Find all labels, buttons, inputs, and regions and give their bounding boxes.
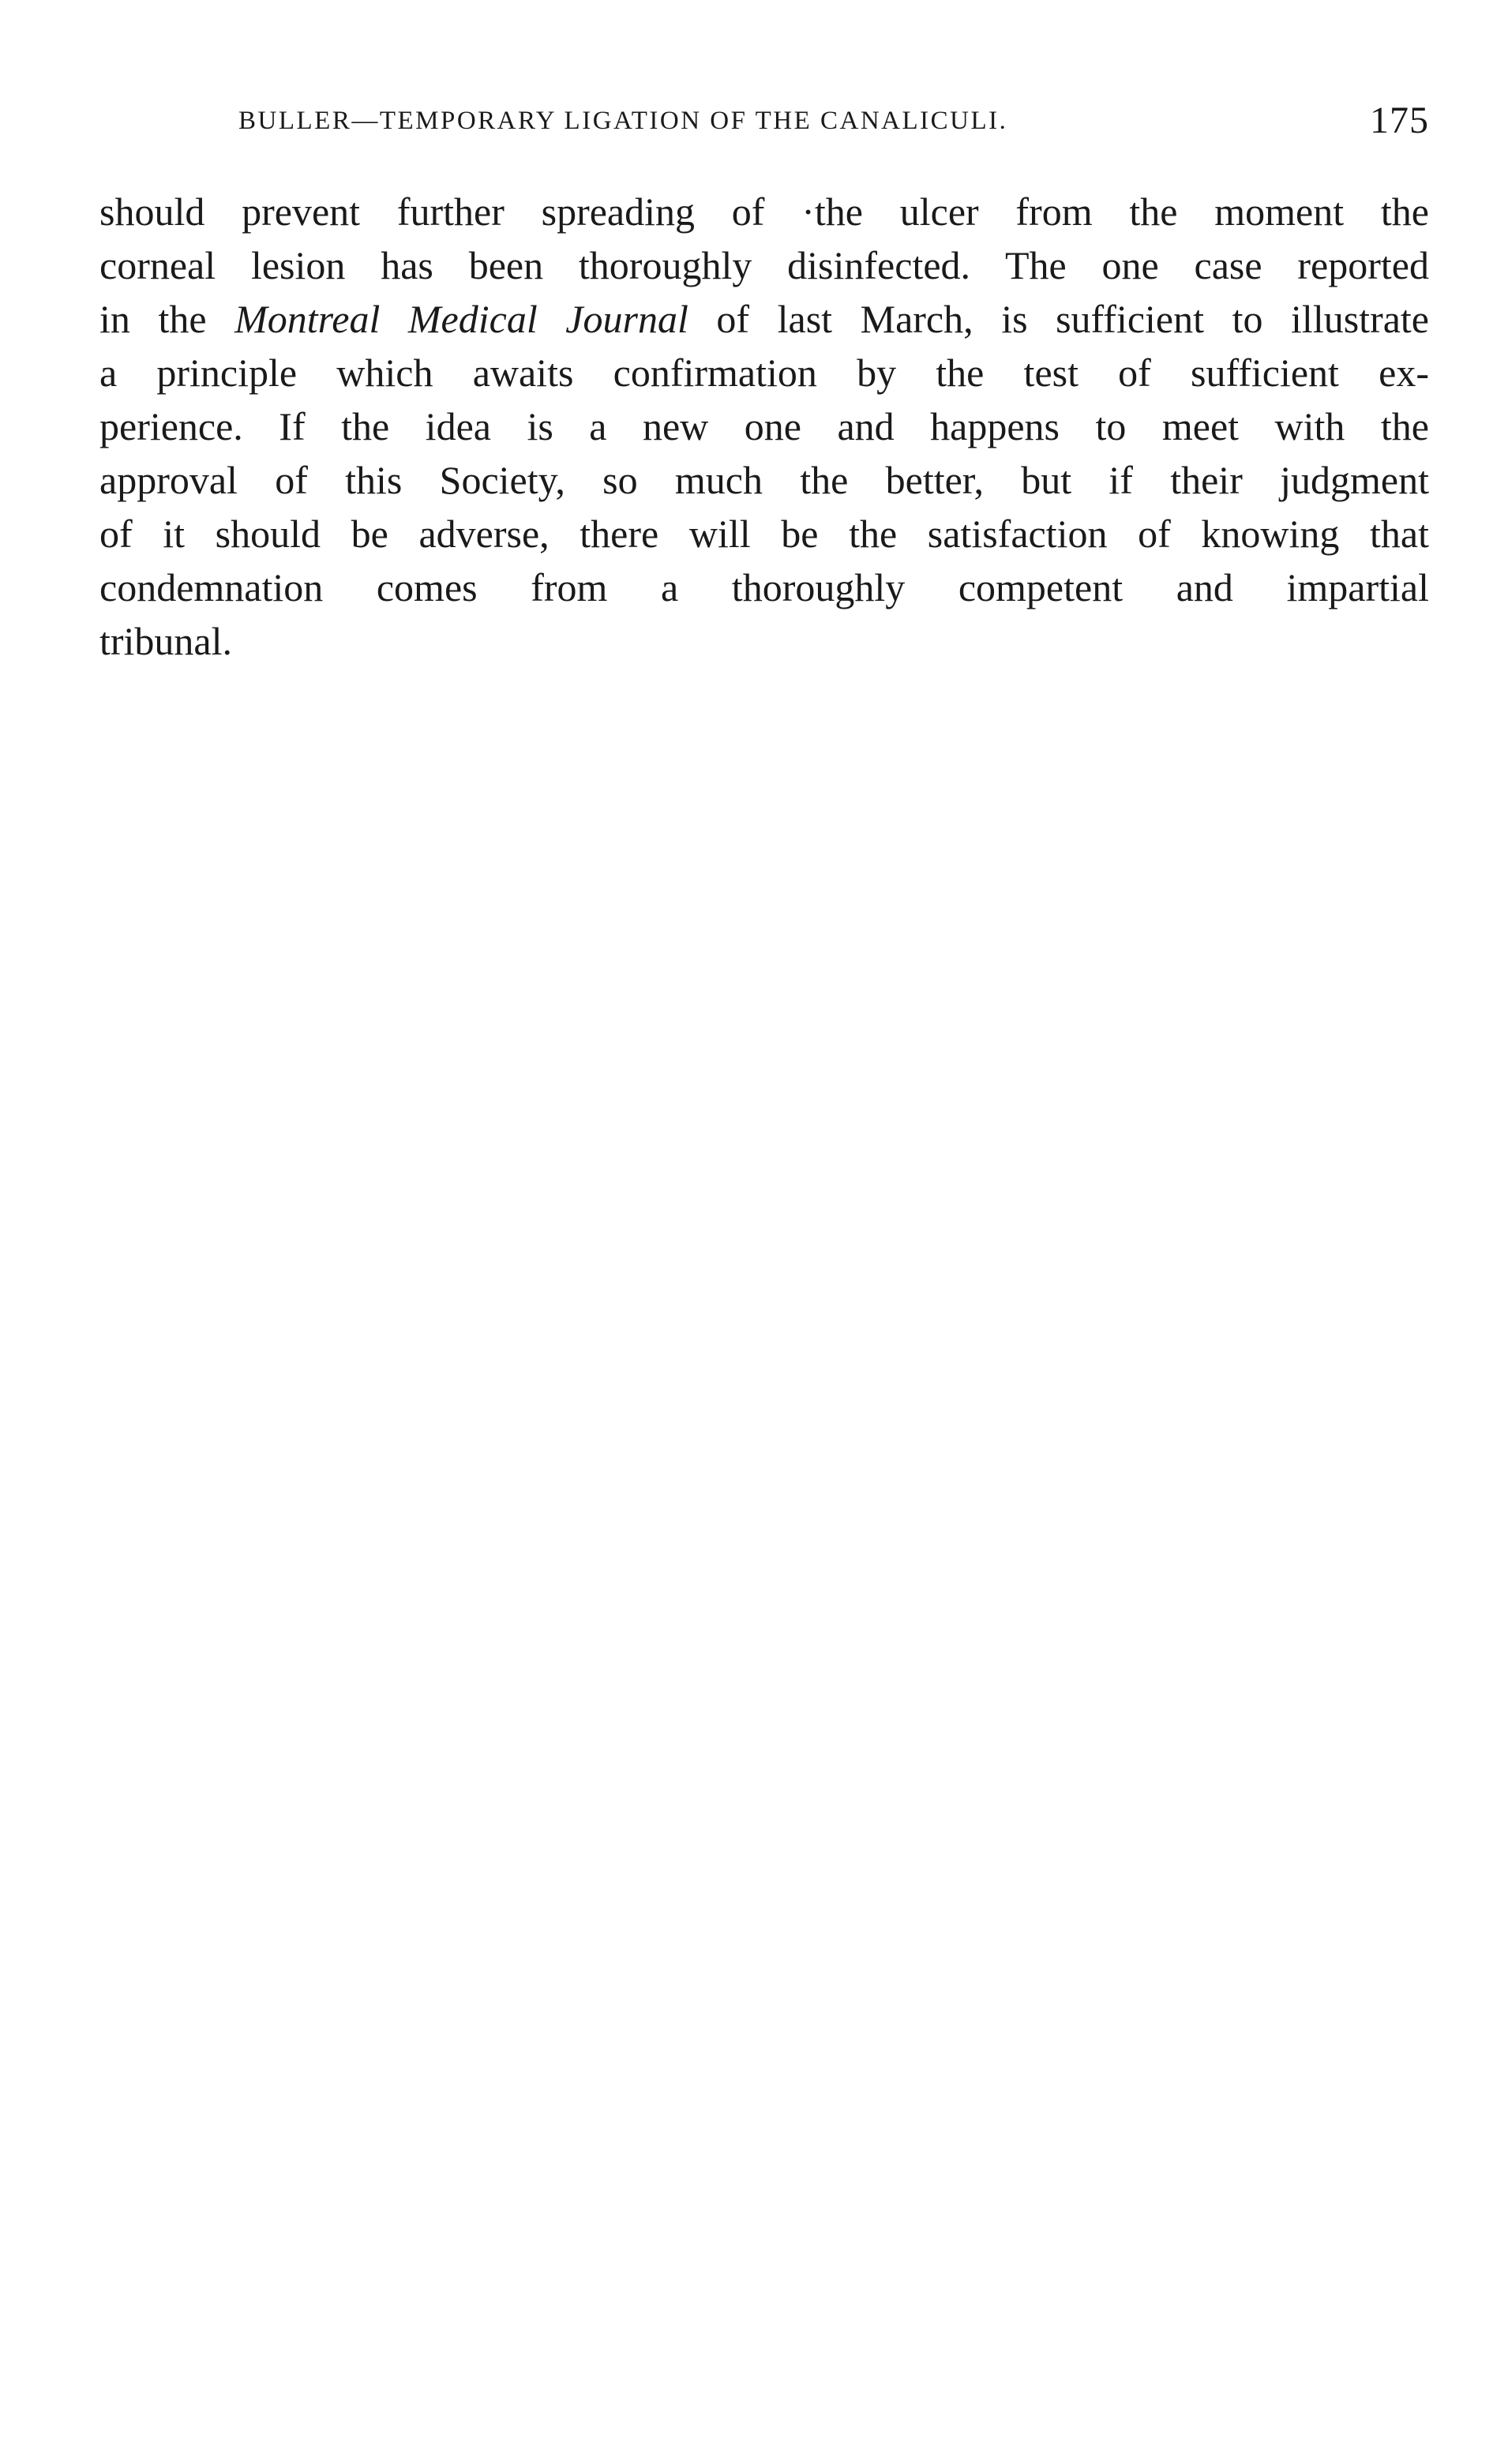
text-line-9: tribunal.	[99, 619, 233, 663]
running-head: BULLER—TEMPORARY LIGATION OF THE CANALICULI.	[238, 107, 1008, 135]
text-line-4: a principle which awaits confirmation by the test of sufficient ex-	[99, 351, 1429, 395]
body-paragraph	[99, 185, 1429, 668]
page-number: 175	[1370, 99, 1429, 141]
text-line-5: perience. If the idea is a new one and happens to meet with the	[99, 404, 1429, 448]
text-line-1: should prevent further spreading of ·the ulcer from the moment the	[99, 189, 1429, 234]
text-line-3-lead: in the	[99, 297, 235, 341]
page-header	[99, 99, 1429, 146]
text-line-3-tail: of last March, is sufficient to illustrate	[688, 297, 1429, 341]
journal-title: Montreal Medical Journal	[234, 297, 688, 341]
text-line-6: approval of this Society, so much the better, but if their judgment	[99, 458, 1429, 502]
text-line-2: corneal lesion has been thoroughly disinfected. The one case reported	[99, 243, 1429, 287]
text-line-8: condemnation comes from a thoroughly competent and impartial	[99, 565, 1429, 609]
text-line-7: of it should be adverse, there will be the satisfaction of knowing that	[99, 512, 1429, 556]
text-line-3	[99, 292, 1429, 346]
